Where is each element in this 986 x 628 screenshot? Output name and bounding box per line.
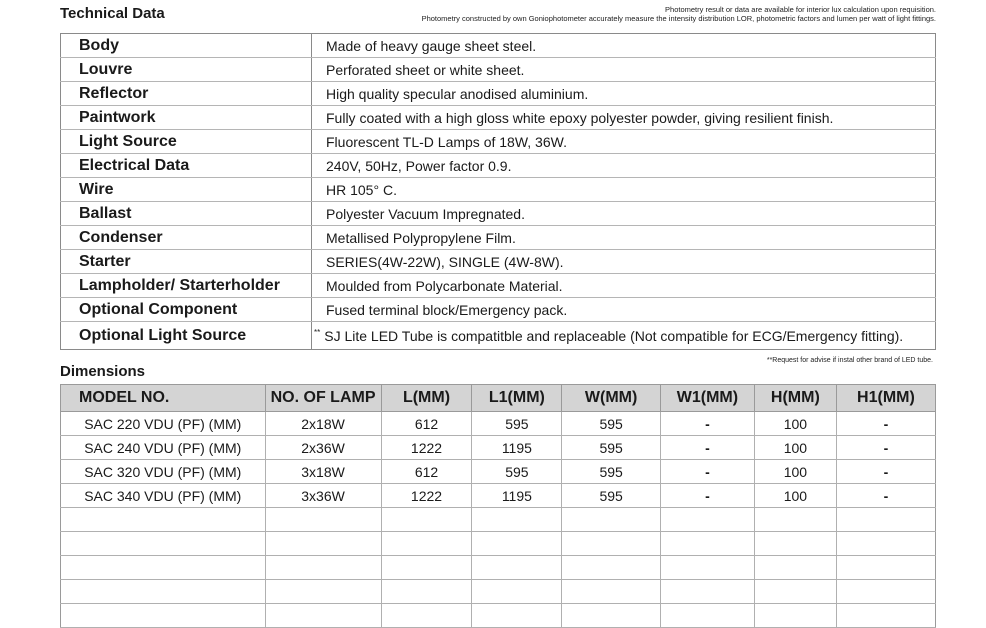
- column-header: MODEL NO.: [61, 385, 266, 412]
- spec-value: Made of heavy gauge sheet steel.: [326, 37, 537, 54]
- table-cell: SAC 340 VDU (PF) (MM): [61, 484, 266, 508]
- empty-table-row: [61, 580, 936, 604]
- table-row: [61, 460, 936, 484]
- spec-value-cell: [312, 34, 936, 58]
- table-cell: 2x36W: [265, 436, 381, 460]
- spec-row: [61, 82, 936, 106]
- table-cell: -: [836, 460, 935, 484]
- table-cell: [472, 556, 562, 580]
- spec-row: [61, 34, 936, 58]
- table-cell: SAC 220 VDU (PF) (MM): [61, 412, 266, 436]
- table-cell: [381, 532, 472, 556]
- spec-row: [61, 178, 936, 202]
- table-cell: [61, 580, 266, 604]
- table-cell: [61, 556, 266, 580]
- table-cell: [472, 532, 562, 556]
- table-cell: [754, 556, 836, 580]
- spec-row: [61, 58, 936, 82]
- spec-row: [61, 298, 936, 322]
- table-cell: 595: [472, 412, 562, 436]
- table-cell: 595: [562, 460, 661, 484]
- table-cell: 100: [754, 484, 836, 508]
- empty-table-row: [61, 556, 936, 580]
- table-cell: -: [660, 412, 754, 436]
- table-cell: 595: [562, 412, 661, 436]
- table-cell: [660, 556, 754, 580]
- table-cell: [660, 580, 754, 604]
- table-cell: [381, 508, 472, 532]
- table-cell: 595: [562, 436, 661, 460]
- spec-row: [61, 250, 936, 274]
- table-cell: 3x18W: [265, 460, 381, 484]
- spec-value: Perforated sheet or white sheet.: [326, 61, 525, 78]
- table-cell: [381, 556, 472, 580]
- spec-value-cell: [312, 250, 936, 274]
- spec-value: High quality specular anodised aluminium.: [326, 85, 589, 102]
- photometry-note-2: Photometry constructed by own Goniophotometer accurately measure the intensity distribution LOR, photometric factors and lumen per watt of light fittings.: [421, 14, 936, 23]
- table-cell: [562, 580, 661, 604]
- table-cell: [562, 532, 661, 556]
- spec-value: Moulded from Polycarbonate Material.: [326, 277, 563, 294]
- table-cell: [61, 532, 266, 556]
- table-cell: [836, 580, 935, 604]
- table-cell: SAC 320 VDU (PF) (MM): [61, 460, 266, 484]
- dimensions-header-row: [61, 385, 936, 412]
- table-cell: [381, 580, 472, 604]
- spec-label: Electrical Data: [61, 154, 312, 178]
- column-header: W(MM): [562, 385, 661, 412]
- table-cell: -: [836, 412, 935, 436]
- spec-row: [61, 226, 936, 250]
- technical-spec-table: [60, 33, 936, 350]
- table-cell: 100: [754, 460, 836, 484]
- table-cell: [265, 556, 381, 580]
- spec-value-cell: [312, 178, 936, 202]
- spec-value-cell: [312, 226, 936, 250]
- empty-table-row: [61, 532, 936, 556]
- table-cell: [836, 508, 935, 532]
- spec-value-cell: [312, 58, 936, 82]
- table-cell: [472, 508, 562, 532]
- spec-value: Fully coated with a high gloss white epoxy polyester powder, giving resilient finish.: [326, 109, 834, 126]
- led-tube-note: **Request for advise if instal other brand of LED tube.: [766, 357, 933, 364]
- column-header: W1(MM): [660, 385, 754, 412]
- spec-row: [61, 322, 936, 350]
- column-header: H1(MM): [836, 385, 935, 412]
- table-cell: 595: [562, 484, 661, 508]
- column-header: L(MM): [381, 385, 472, 412]
- spec-value: Fluorescent TL-D Lamps of 18W, 36W.: [326, 133, 567, 150]
- table-cell: 1195: [472, 484, 562, 508]
- photometry-note-1: Photometry result or data are available for interior lux calculation upon requisition.: [665, 5, 936, 14]
- table-cell: [562, 556, 661, 580]
- table-cell: -: [836, 484, 935, 508]
- spec-value: SJ Lite LED Tube is compatitble and replaceable (Not compatible for ECG/Emergency fitting).: [324, 327, 904, 344]
- empty-table-row: [61, 508, 936, 532]
- spec-value-cell: [312, 82, 936, 106]
- spec-label: Reflector: [61, 82, 312, 106]
- dimensions-title: Dimensions: [60, 363, 146, 380]
- table-cell: [265, 580, 381, 604]
- spec-label: Condenser: [61, 226, 312, 250]
- table-cell: 595: [472, 460, 562, 484]
- table-cell: [836, 532, 935, 556]
- table-cell: [562, 508, 661, 532]
- table-cell: [836, 556, 935, 580]
- spec-value: 240V, 50Hz, Power factor 0.9.: [326, 157, 512, 174]
- spec-label: Wire: [61, 178, 312, 202]
- table-cell: 1222: [381, 436, 472, 460]
- column-header: H(MM): [754, 385, 836, 412]
- spec-value-cell: [312, 322, 936, 350]
- table-row: [61, 484, 936, 508]
- spec-value: Polyester Vacuum Impregnated.: [326, 205, 525, 222]
- table-cell: 612: [381, 412, 472, 436]
- spec-row: [61, 274, 936, 298]
- spec-label: Lampholder/ Starterholder: [61, 274, 312, 298]
- spec-label: Starter: [61, 250, 312, 274]
- spec-value: HR 105° C.: [326, 181, 397, 198]
- spec-label: Louvre: [61, 58, 312, 82]
- table-cell: -: [660, 460, 754, 484]
- dimensions-table: [60, 384, 936, 628]
- technical-data-title: Technical Data: [60, 5, 165, 22]
- spec-row: [61, 202, 936, 226]
- spec-label: Ballast: [61, 202, 312, 226]
- table-cell: 2x18W: [265, 412, 381, 436]
- table-cell: [472, 580, 562, 604]
- spec-value-cell: [312, 154, 936, 178]
- footnote-mark: **: [314, 327, 321, 337]
- spec-row: [61, 154, 936, 178]
- table-cell: 100: [754, 436, 836, 460]
- spec-value-cell: [312, 130, 936, 154]
- spec-value-cell: [312, 202, 936, 226]
- table-cell: [660, 532, 754, 556]
- table-cell: [754, 508, 836, 532]
- spec-value: Fused terminal block/Emergency pack.: [326, 301, 568, 318]
- table-cell: -: [660, 484, 754, 508]
- table-cell: -: [660, 436, 754, 460]
- table-cell: 100: [754, 412, 836, 436]
- spec-value-cell: [312, 274, 936, 298]
- spec-label: Body: [61, 34, 312, 58]
- table-cell: [265, 508, 381, 532]
- spec-value-cell: [312, 298, 936, 322]
- spec-label: Optional Component: [61, 298, 312, 322]
- column-header: NO. OF LAMP: [265, 385, 381, 412]
- table-cell: SAC 240 VDU (PF) (MM): [61, 436, 266, 460]
- table-cell: [61, 508, 266, 532]
- column-header: L1(MM): [472, 385, 562, 412]
- spec-label: Light Source: [61, 130, 312, 154]
- table-cell: [754, 532, 836, 556]
- table-cell: [660, 508, 754, 532]
- table-cell: 3x36W: [265, 484, 381, 508]
- table-cell: -: [836, 436, 935, 460]
- table-row: [61, 412, 936, 436]
- spec-row: [61, 130, 936, 154]
- table-cell: 1222: [381, 484, 472, 508]
- spec-value-cell: [312, 106, 936, 130]
- table-cell: [754, 580, 836, 604]
- table-cell: 1195: [472, 436, 562, 460]
- spec-row: [61, 106, 936, 130]
- table-cell: 612: [381, 460, 472, 484]
- spec-value: Metallised Polypropylene Film.: [326, 229, 516, 246]
- spec-value: SERIES(4W-22W), SINGLE (4W-8W).: [326, 253, 564, 270]
- spec-label: Optional Light Source: [61, 322, 312, 350]
- table-cell: [265, 532, 381, 556]
- spec-label: Paintwork: [61, 106, 312, 130]
- table-row: [61, 436, 936, 460]
